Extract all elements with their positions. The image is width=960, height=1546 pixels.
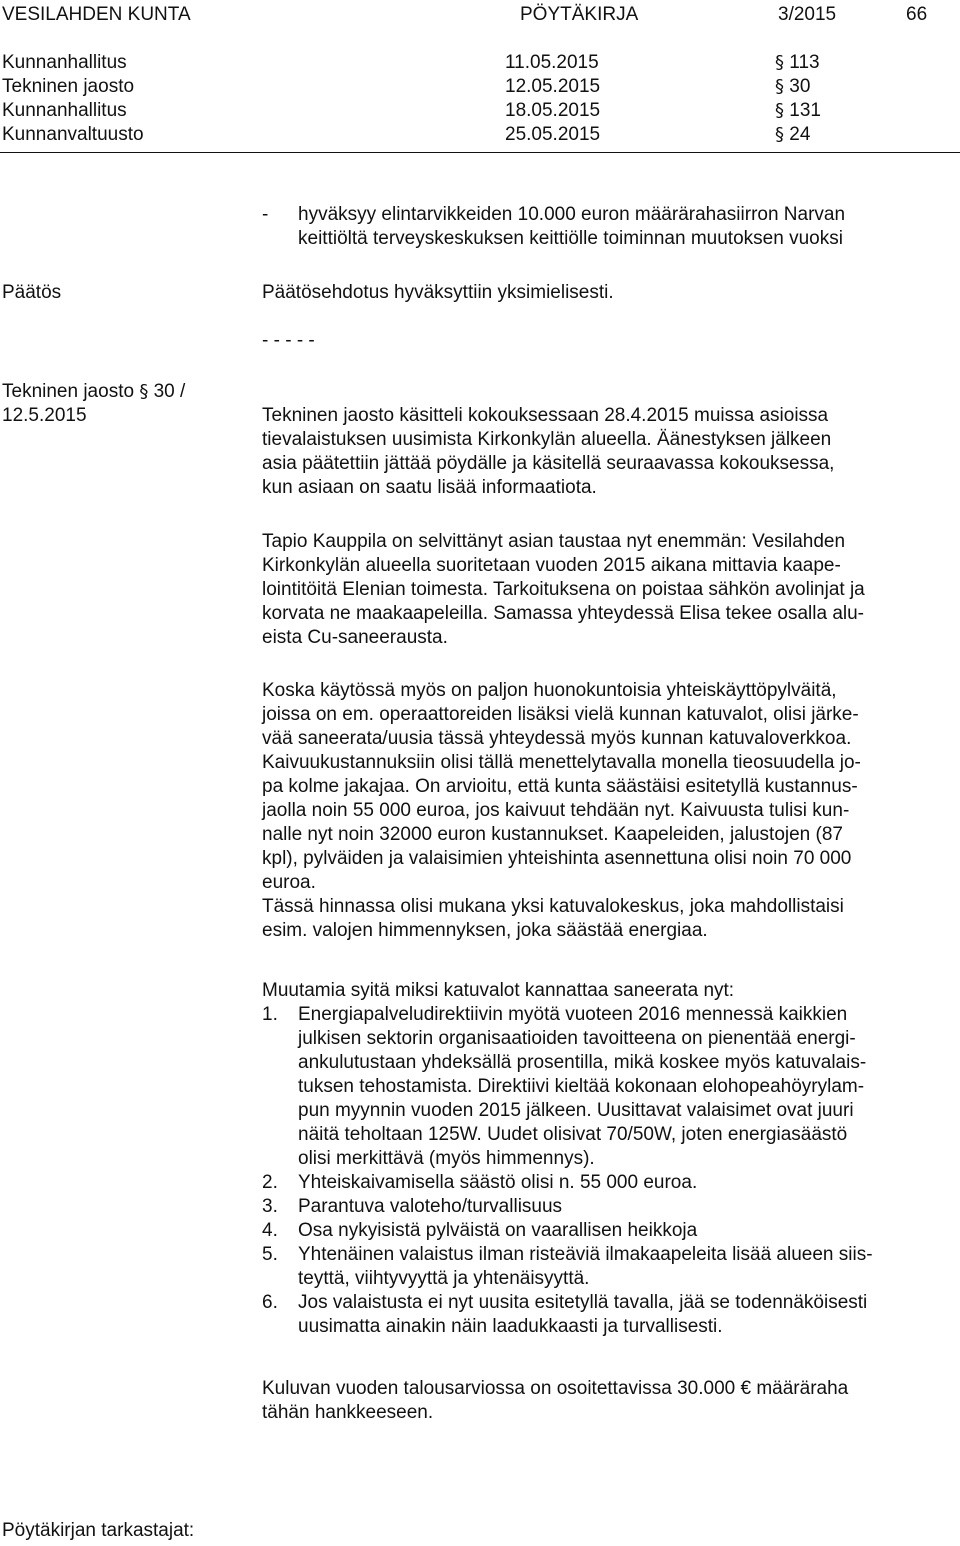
paragraph-line: Koska käytössä myös on paljon huonokuntoisia yhteiskäyttöpylväitä, — [262, 680, 837, 701]
section-sign: § — [775, 100, 784, 121]
budget-line — [262, 1377, 848, 1401]
list-number: 3. — [262, 1196, 278, 1217]
budget-line: tähän hankkeeseen. — [262, 1402, 434, 1423]
list-line: näitä teholtaan 125W. Uudet olisivat 70/50W, joten energiasäästö — [298, 1124, 848, 1145]
list-line: Osa nykyisistä pylväistä on vaarallisen heikkoja — [298, 1220, 698, 1241]
decision-text: Päätösehdotus hyväksyttiin yksimielisesti. — [262, 282, 614, 303]
paragraph-line: pa kolme jakajaa. On arvioitu, että kunta säästäisi esitetyllä kustannus- — [262, 776, 858, 797]
meeting-body: Kunnanvaltuusto — [2, 124, 144, 145]
reasons-intro: Muutamia syitä miksi katuvalot kannattaa saneerata nyt: — [262, 980, 735, 1001]
meeting-section — [775, 51, 820, 75]
document-number: 3/2015 — [778, 4, 837, 25]
list-number: 4. — [262, 1220, 278, 1241]
paragraph-line: euroa. — [262, 872, 316, 893]
budget-text: määräraha — [756, 1378, 849, 1399]
meeting-date: 11.05.2015 — [505, 52, 599, 73]
paragraph-line: eista Cu-saneerausta. — [262, 627, 448, 648]
section-sign: § — [139, 381, 149, 402]
paragraph-line: jaolla noin 55 000 euroa, jos kaivuut tehdään nyt. Kaivuusta tulisi kun- — [262, 800, 850, 821]
list-line: Yhteiskaivamisella säästö olisi n. 55 000 euroa. — [298, 1172, 698, 1193]
section-number: 30 — [789, 76, 811, 97]
list-item — [262, 1219, 952, 1243]
list-line: julkisen sektorin organisaatioiden tavoitteena on pienentää energi- — [298, 1028, 856, 1049]
euro-sign: € — [740, 1378, 752, 1399]
paragraph-line: Kirkonkylän alueella suoritetaan vuoden 2015 aikana mittavia kaape- — [262, 555, 841, 576]
paragraph-line: esim. valojen himmennyksen, joka säästää energiaa. — [262, 920, 708, 941]
paragraph-line: Tapio Kauppila on selvittänyt asian taustaa nyt enemmän: Vesilahden — [262, 531, 846, 552]
section-number: 131 — [789, 100, 821, 121]
list-item — [262, 1171, 952, 1195]
section-number: 113 — [789, 52, 820, 73]
decision-label: Päätös — [2, 282, 62, 303]
paragraph-line: asia päätettiin jättää pöydälle ja käsitellä seuraavassa kokouksessa, — [262, 453, 835, 474]
list-item — [262, 1195, 952, 1219]
margin-reference — [2, 380, 185, 404]
meeting-body: Kunnanhallitus — [2, 100, 127, 121]
paragraph — [262, 404, 952, 500]
section-sign: § — [775, 76, 784, 97]
paragraph-line: vää saneerata/uusia tässä yhteydessä myös kunnan katuvaloverkkoa. — [262, 728, 852, 749]
paragraph-line: tievalaistuksen uusimista Kirkonkylän alueella. Äänestyksen jälkeen — [262, 429, 832, 450]
meeting-body: Tekninen jaosto — [2, 76, 135, 97]
paragraph-line: nalle nyt noin 32000 euron kustannukset. Kaapeleiden, jalustojen (87 — [262, 824, 843, 845]
list-line: ankulutustaan yhdeksällä prosentilla, mikä koskee myös katuvalais- — [298, 1052, 867, 1073]
meeting-body: Kunnanhallitus — [2, 52, 127, 73]
meeting-date: 12.05.2015 — [505, 76, 601, 97]
margin-ref-number: 30 / — [153, 381, 186, 402]
paragraph-line: Tässä hinnassa olisi mukana yksi katuvalokeskus, joka mahdollistaisi — [262, 896, 844, 917]
separator: - - - - - — [262, 330, 315, 351]
list-number: 6. — [262, 1292, 278, 1313]
meeting-date: 25.05.2015 — [505, 124, 601, 145]
paragraph-line: Tekninen jaosto käsitteli kokouksessaan 28.4.2015 muissa asioissa — [262, 405, 829, 426]
margin-ref-date: 12.5.2015 — [2, 405, 87, 426]
list-number: 5. — [262, 1244, 278, 1265]
paragraph-line: Kaivuukustannuksiin olisi tällä menettelytavalla monella tieosuudella jo- — [262, 752, 861, 773]
page-number: 66 — [906, 4, 928, 25]
list-line: Energiapalveludirektiivin myötä vuoteen 2016 mennessä kaikkien — [298, 1004, 848, 1025]
paragraph — [262, 679, 952, 943]
list-line: Jos valaistusta ei nyt uusita esitetyllä tavalla, jää se todennäköisesti — [298, 1292, 868, 1313]
list-item — [262, 1003, 952, 1171]
list-item — [262, 1243, 952, 1291]
header-divider — [0, 152, 960, 153]
list-line: olisi merkittävä (myös himmennys). — [298, 1148, 595, 1169]
meeting-section — [775, 75, 810, 99]
list-line: Yhtenäinen valaistus ilman risteäviä ilmakaapeleita lisää alueen siis- — [298, 1244, 873, 1265]
paragraph-line: kpl), pylväiden ja valaisimien yhteishinta asennettuna olisi noin 70 000 — [262, 848, 852, 869]
margin-ref-body: Tekninen jaosto — [2, 381, 135, 402]
list-line: uusimatta ainakin näin laadukkaasti ja turvallisesti. — [298, 1316, 723, 1337]
paragraph-line: joissa on em. operaattoreiden lisäksi vielä kunnan katuvalot, olisi järke- — [262, 704, 859, 725]
list-line: teyttä, viihtyvyyttä ja yhtenäisyyttä. — [298, 1268, 590, 1289]
meeting-section — [775, 99, 821, 123]
paragraph-line: korvata ne maakaapeleilla. Samassa yhteydessä Elisa tekee osalla alu- — [262, 603, 864, 624]
meeting-date: 18.05.2015 — [505, 100, 601, 121]
bullet-line: keittiöltä terveyskeskuksen keittiölle toiminnan muutoksen vuoksi — [298, 228, 843, 249]
section-sign: § — [775, 124, 784, 145]
meeting-section — [775, 123, 810, 147]
paragraph-line: lointitöitä Elenian toimesta. Tarkoituksena on poistaa sähkön avolinjat ja — [262, 579, 865, 600]
list-item — [262, 1291, 952, 1339]
list-number: 2. — [262, 1172, 278, 1193]
document-type: PÖYTÄKIRJA — [520, 4, 639, 25]
municipality-name: VESILAHDEN KUNTA — [2, 4, 191, 25]
list-number: 1. — [262, 1004, 278, 1025]
checkers-label: Pöytäkirjan tarkastajat: — [2, 1520, 195, 1541]
section-sign: § — [775, 52, 784, 73]
list-line: pun myynnin vuoden 2015 jälkeen. Uusittavat valaisimet ovat juuri — [298, 1100, 854, 1121]
section-number: 24 — [789, 124, 811, 145]
list-line: Parantuva valoteho/turvallisuus — [298, 1196, 563, 1217]
bullet-line: hyväksyy elintarvikkeiden 10.000 euron määrärahasiirron Narvan — [298, 204, 846, 225]
budget-text: Kuluvan vuoden talousarviossa on osoitettavissa 30.000 — [262, 1378, 736, 1399]
paragraph — [262, 530, 952, 650]
bullet-dash: - — [262, 204, 269, 225]
paragraph-line: kun asiaan on saatu lisää informaatiota. — [262, 477, 597, 498]
list-line: tuksen tehostamista. Direktiivi kieltää kokonaan elohopeahöyrylam- — [298, 1076, 865, 1097]
reasons-list — [262, 1003, 952, 1339]
